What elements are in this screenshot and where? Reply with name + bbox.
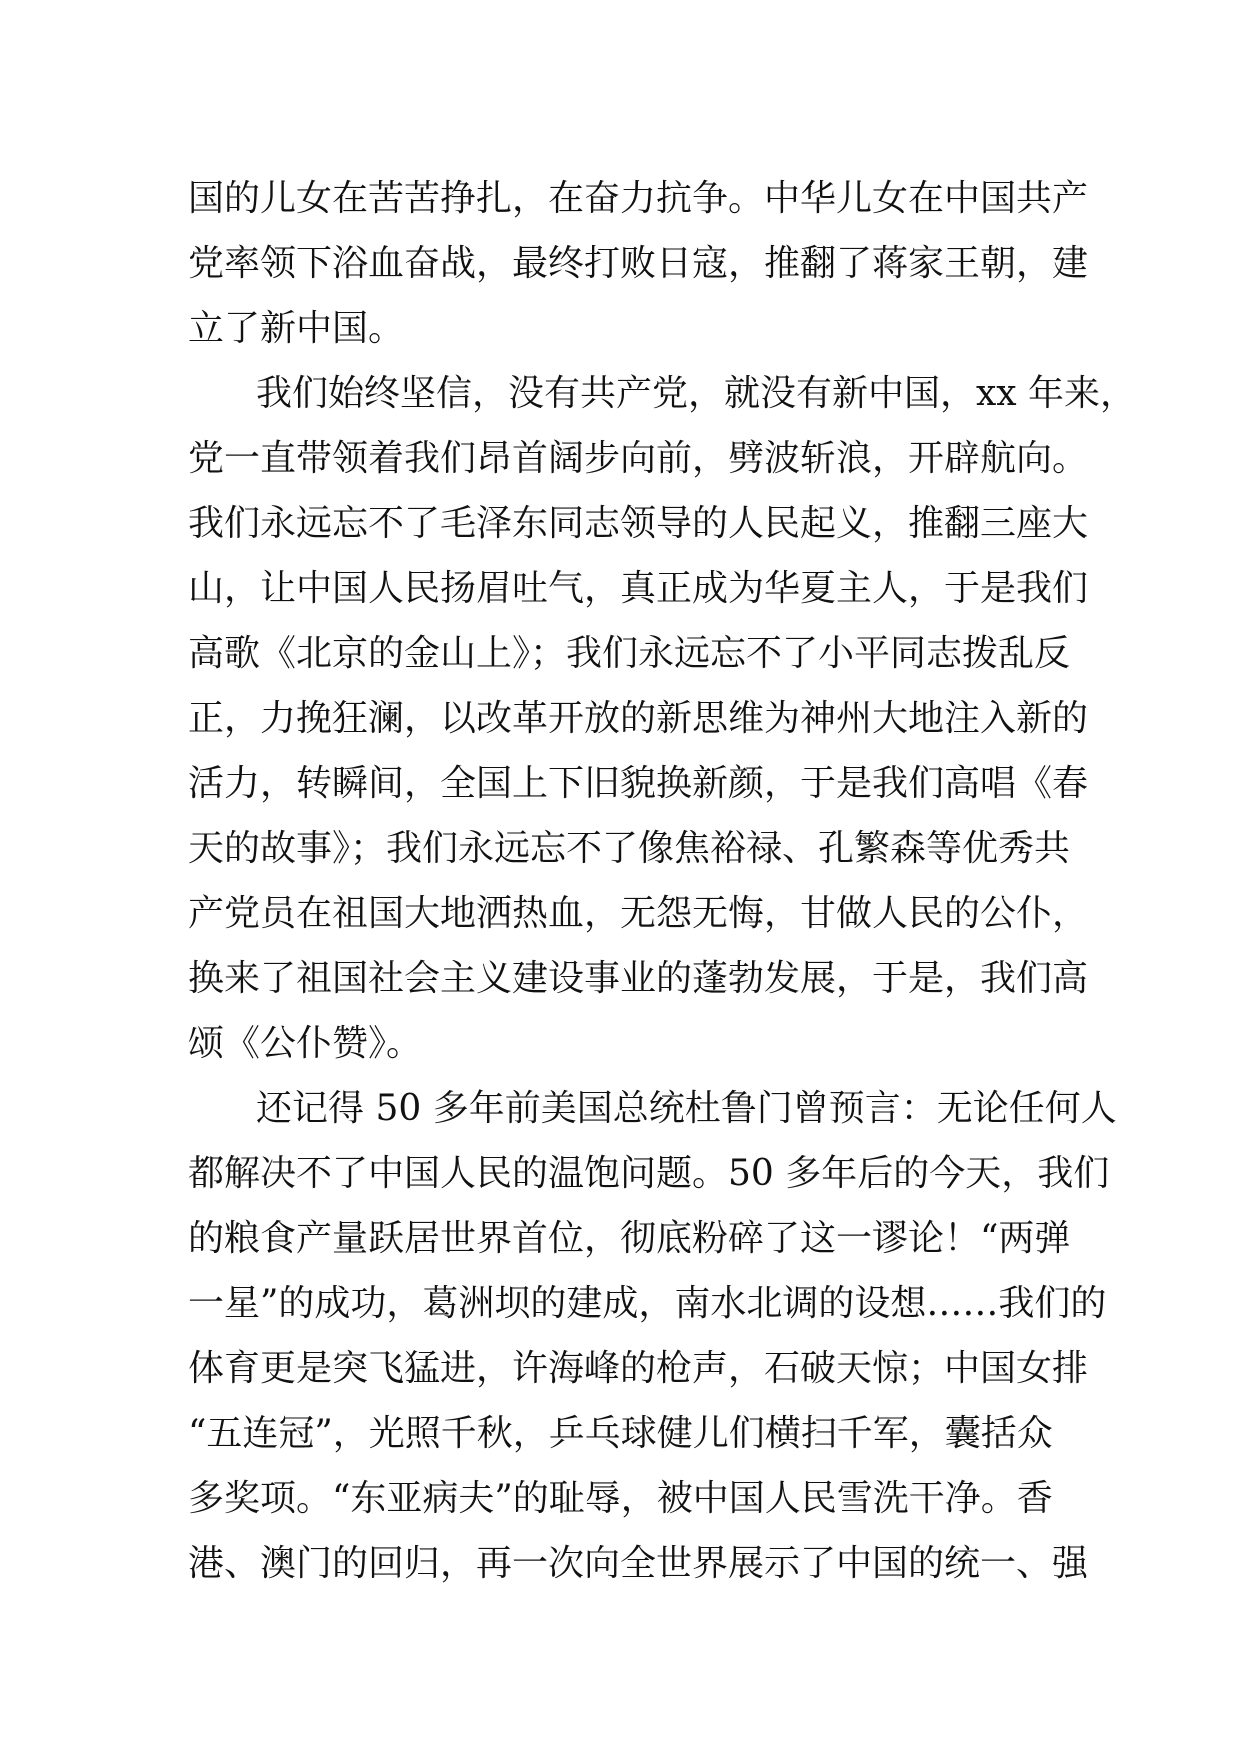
text-line: 立了新中国。	[188, 308, 405, 349]
text-line: 换来了祖国社会主义建设事业的蓬勃发展，于是，我们高	[188, 958, 1089, 999]
text-line: 体育更是突飞猛进，许海峰的枪声，石破天惊；中国女排	[188, 1348, 1089, 1389]
text-line: 党率领下浴血奋战，最终打败日寇，推翻了蒋家王朝，建	[188, 243, 1089, 284]
text-line: 多奖项。“东亚病夫”的耻辱，被中国人民雪洗干净。香	[188, 1478, 1053, 1519]
text-line: 党一直带领着我们昂首阔步向前，劈波斩浪，开辟航向。	[188, 438, 1089, 479]
text-line: 一星”的成功，葛洲坝的建成，南水北调的设想……我们的	[188, 1283, 1107, 1324]
text-line: 国的儿女在苦苦挣扎，在奋力抗争。中华儿女在中国共产	[188, 178, 1089, 219]
text-line: “五连冠”，光照千秋，乒乓球健儿们横扫千军，囊括众	[188, 1413, 1053, 1454]
text-line: 颂《公仆赞》。	[188, 1023, 423, 1064]
text-line: 活力，转瞬间，全国上下旧貌换新颜，于是我们高唱《春	[188, 763, 1089, 804]
text-line: 正，力挽狂澜，以改革开放的新思维为神州大地注入新的	[188, 698, 1089, 739]
text-line: 都解决不了中国人民的温饱问题。50 多年后的今天，我们	[188, 1153, 1110, 1194]
text-line: 山，让中国人民扬眉吐气，真正成为华夏主人，于是我们	[188, 568, 1089, 609]
text-line: 的粮食产量跃居世界首位，彻底粉碎了这一谬论！“两弹	[188, 1218, 1071, 1259]
text-line: 港、澳门的回归，再一次向全世界展示了中国的统一、强	[188, 1543, 1089, 1584]
text-line: 高歌《北京的金山上》；我们永远忘不了小平同志拨乱反	[188, 633, 1071, 674]
text-line: 我们永远忘不了毛泽东同志领导的人民起义，推翻三座大	[188, 503, 1089, 544]
text-line: 天的故事》；我们永远忘不了像焦裕禄、孔繁森等优秀共	[188, 828, 1071, 869]
paragraph-first-line: 还记得 50 多年前美国总统杜鲁门曾预言：无论任何人	[256, 1088, 1117, 1129]
paragraph-first-line: 我们始终坚信，没有共产党，就没有新中国，xx 年来，	[256, 373, 1137, 414]
body-text	[188, 166, 1137, 1596]
text-line: 产党员在祖国大地洒热血，无怨无悔，甘做人民的公仆，	[188, 893, 1089, 934]
